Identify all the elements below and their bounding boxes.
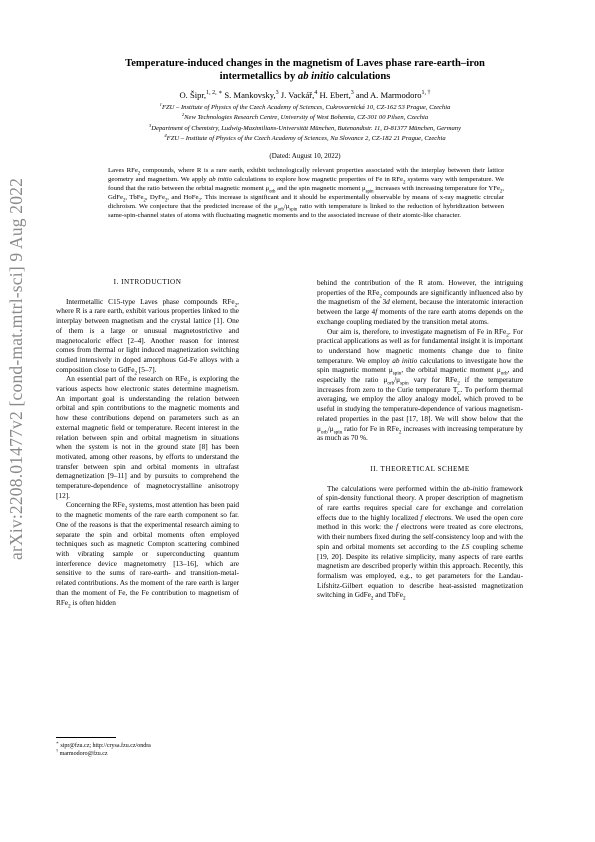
author-list (70, 90, 540, 100)
footnote-divider (56, 737, 116, 738)
left-column (56, 278, 239, 607)
affiliation: $^3$Department of Chemistry, Ludwig-Maximilians-Universität München, Butenandtstr. 11, D-81377 München, Germany (148, 122, 462, 132)
affiliation: $^1$FZU – Institute of Physics of the Czech Academy of Sciences, Cukrovarnická 10, CZ-162 53 Prague, Czechia (159, 101, 451, 111)
footnote: † marmodoro@fzu.cz (56, 748, 108, 757)
paragraph: Concerning the RFe$_2$ systems, most attention has been paid to the magnetic moments of the rare earth component so far. One of the reasons is that the experimental research aiming to separate the spin and orbital moments often employed techniques such as magnetic Compton scattering combined with vibrating sample or superconducting quantum interference device magnetometry [13–16], which are sensitive to the sums of rare-earth- and transition-metal-related contributions. As the moment of the rare earth is larger than the moment of Fe, the Fe contribution to magnetism of RFe$_2$ is often hidden (56, 500, 240, 609)
dated-line: (Dated: August 10, 2022) (269, 152, 341, 160)
author: S. Mankovsky,$^3$ (224, 90, 279, 100)
paragraph: An essential part of the research on RFe$_2$ is exploring the various aspects how electronic states determine magnetism. An important goal is understanding the relation between orbital and spin contributions to the magnetic moments and how these contributions depend on parameters such as an external magnetic field or temperature. Recent interest in the relation between spin and orbital magnetism in situations when the system is not in the ground state [8] has been motivated, among other reasons, by efforts to understand the transfer between spin and orbital moments in ultrafast demagnetization [9–11] and by pursuits to comprehend the temperature-dependence of magnetocrystalline anisotropy [12]. (56, 374, 239, 500)
author: J. Vackář,$^4$ (280, 90, 318, 100)
section-heading-introduction: I. INTRODUCTION (113, 278, 182, 286)
arxiv-identifier: arXiv:2208.01477v2 [cond-mat.mtrl-sci] 9 Aug 2022 (6, 177, 26, 560)
author: H. Ebert,$^3$ (319, 90, 354, 100)
paper-title: Temperature-induced changes in the magnetism of Laves phase rare-earth–iron intermetallics by ab initio calculations (125, 58, 485, 82)
author: and A. Marmodoro$^{1, \dagger}$ (355, 90, 431, 100)
paragraph: Our aim is, therefore, to investigate magnetism of Fe in RFe$_2$. For practical applications as well as for fundamental insight it is important to understand how magnetic moments change due to finite temperature. We employ ab initio calculations to investigate how the spin magnetic moment $\mu_{spin}$, the orbital magnetic moment $\mu_{orb}$, and especially the ratio $\mu_{orb}/\mu_{spin}$ vary for RFe$_2$ if the temperature increases from zero to the Curie temperature $T_C$. To perform thermal averaging, we employ the alloy analogy model, which proved to be useful in studying the temperature-dependence of various magnetism-related properties in the past [17, 18]. We will show below that the $\mu_{orb}/\mu_{spin}$ ratio for Fe in RFe$_2$ increases with increasing temperature by as much as 70 %. (317, 326, 523, 443)
footnote: ∗ sipr@fzu.cz; http://crysa.fzu.cz/ondra (56, 740, 151, 749)
author: O. Šipr,$^{1, 2, ∗}$ (179, 90, 223, 100)
affiliation: $^4$FZU – Institute of Physics of the Czech Academy of Sciences, Na Slovance 2, CZ-182 21 Prague, Czechia (164, 132, 446, 142)
paragraph: The calculations were performed within the ab-initio framework of spin-density functional theory. A proper description of magnetism of rare earths requires special care for exchange and correlation effects due to the highly localized f electrons. We used the open core method in this work: the f electrons were treated as core electrons, with their numbers fixed during the self-consistency loop and with the spin and orbital moments set according to the LS coupling scheme [19, 20]. Despite its relative simplicity, many aspects of rare earths magnetism are described properly within this approach. Recently, this formalism was employed, e.g., to get parameters for the Landau-Lifshitz-Gilbert equation to describe heat-assisted magnetization switching in GdFe$_2$ and TbFe$_2$ (317, 483, 523, 602)
right-column (317, 278, 523, 600)
affiliation: $^2$New Technologies Research Centre, University of West Bohemia, CZ-301 00 Pilsen, Czechia (181, 111, 429, 121)
footnotes (56, 742, 256, 758)
paragraph: Intermetallic C15-type Laves phase compounds RFe$_2$, where R is a rare earth, exhibit various properties linked to the interplay between magnetism and the crystal lattice [1]. One of them is a large or unusual magnetostrictive and magnetocaloric effect [2–4]. Another reason for interest comes from thermal or light induced magnetization switching studied intensively in doped amorphous Gd-Fe alloys with a composition close to GdFe$_2$ [5–7]. (56, 296, 239, 377)
section-heading-theoretical-scheme: II. THEORETICAL SCHEME (370, 464, 470, 473)
abstract: Laves RFe$_2$ compounds, where R is a rare earth, exhibit technologically relevant properties associated with the interplay between their lattice geometry and magnetism. We apply ab initio calculations to explore how magnetic properties of Fe in RFe$_2$ systems vary with temperature. We found that the ratio between the orbital magnetic moment $\mu_{orb}$ and the spin magnetic moment $\mu_{spin}$ increases with increasing temperature for YFe$_2$, GdFe$_2$, TbFe$_2$, DyFe$_2$, and HoFe$_2$. This increase is significant and it should be experimentally observable by means of x-ray magnetic circular dichroism. We conjecture that the predicted increase of the $\mu_{orb}/\mu_{spin}$ ratio with temperature is linked to the reduction of hybridization between same-spin-channel states of atoms with fluctuating magnetic moments and to the associated increase of their atomic-like character. (108, 167, 504, 220)
paragraph: behind the contribution of the R atom. However, the intriguing properties of the RFe$_2$ compounds are significantly influenced also by the magnetism of the 3d element, because the interatomic interaction between the large 4f moments of the rare earth atoms depends on the exchange coupling mediated by the transition metal atoms. (317, 278, 524, 326)
